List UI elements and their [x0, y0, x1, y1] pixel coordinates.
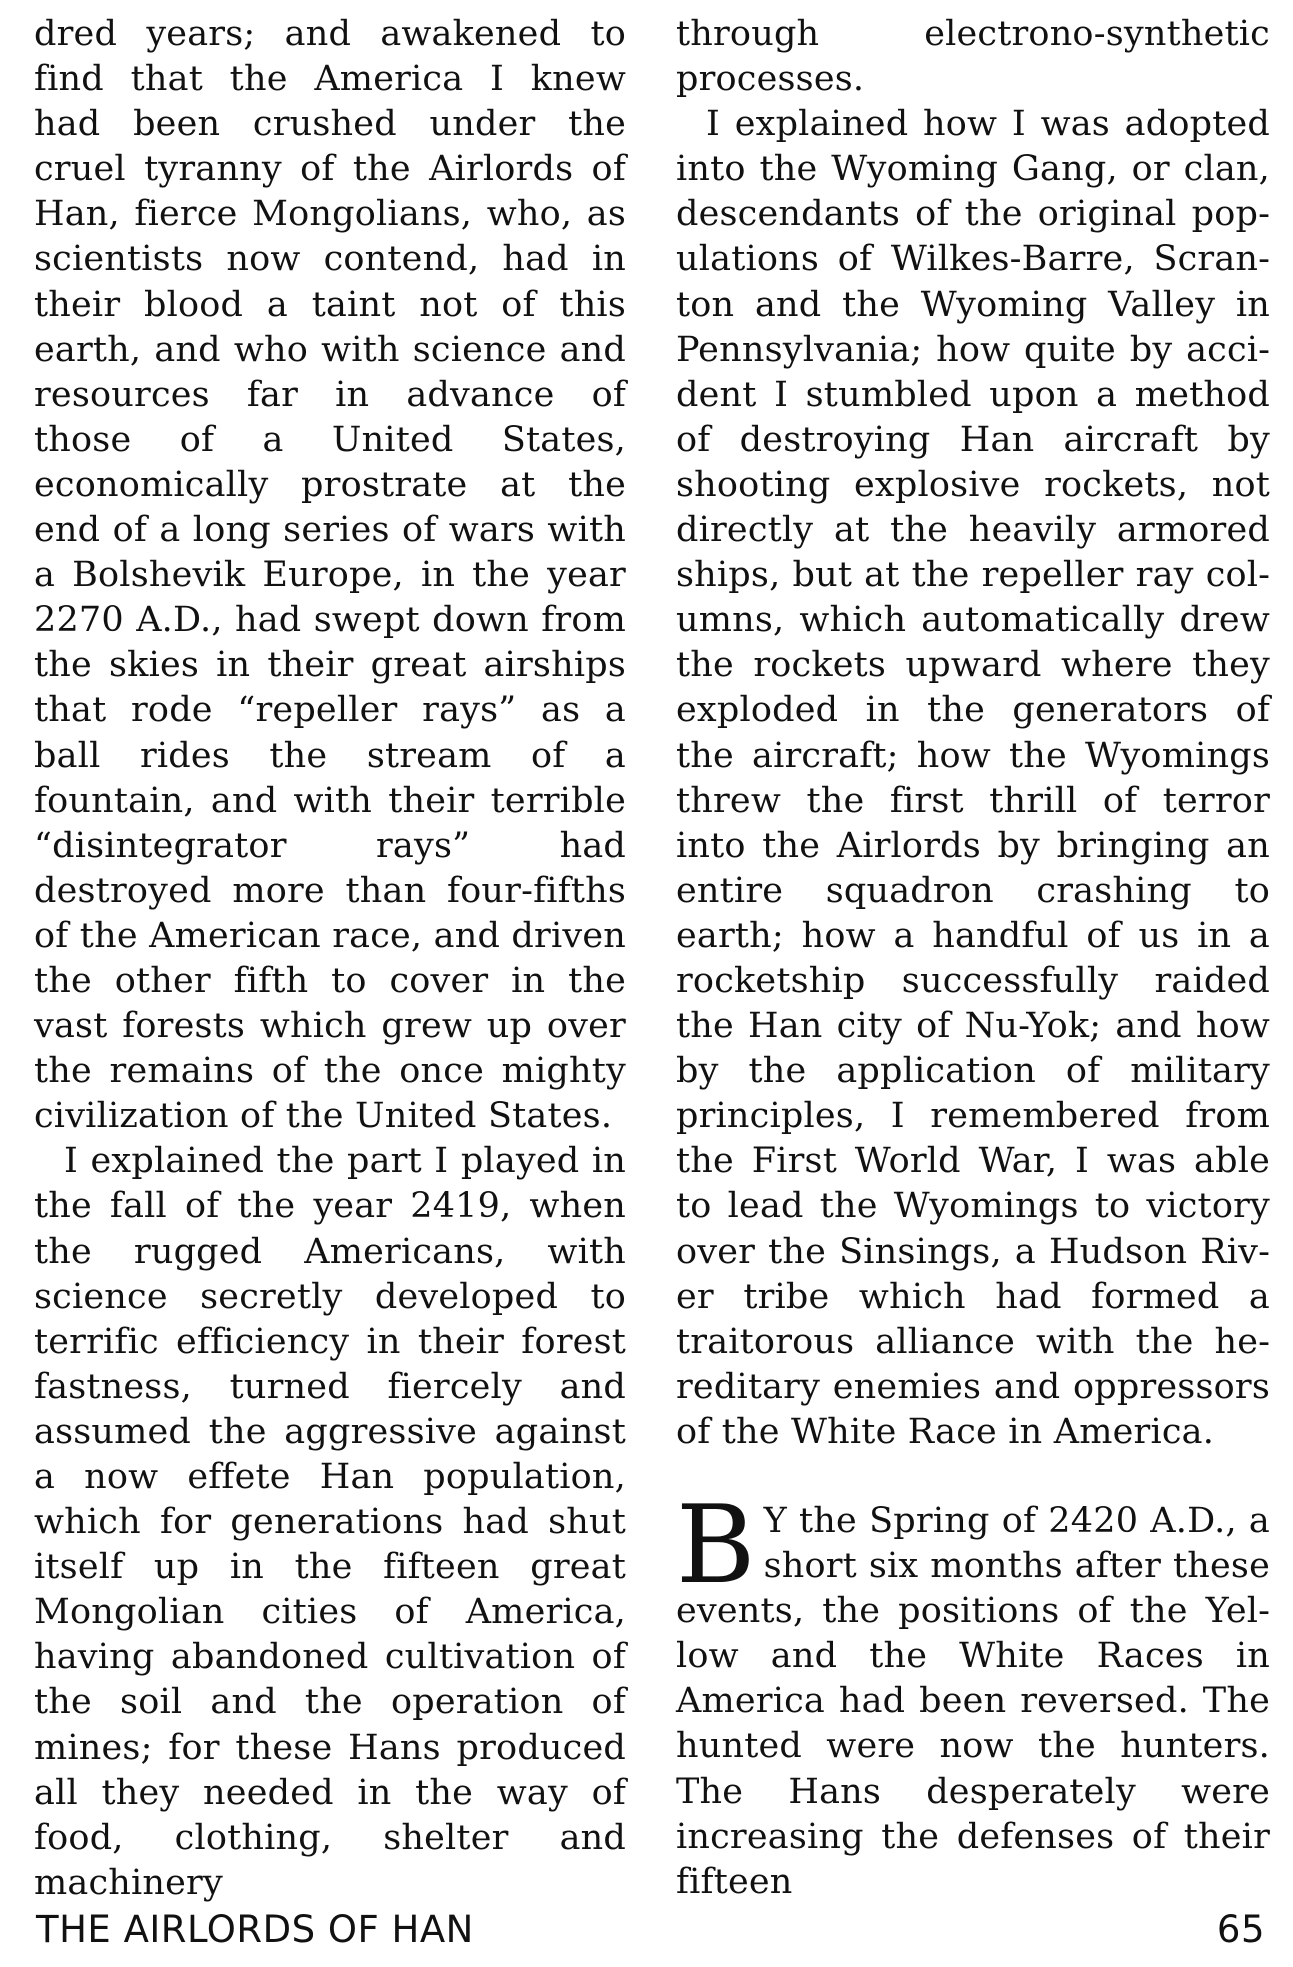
paragraph-spring-2420: [676, 1483, 1270, 1905]
page-footer: [36, 1908, 1265, 1958]
running-title: THE AIRLORDS OF HAN: [36, 1908, 474, 1951]
paragraph-continued: dred years; and awakened to find that the America I knew had been crushed under the cruel tyranny of the Airlords of Han, fierce Mongolians, who, as scientists now contend, had in their blood a taint not of this earth, and who with science and resources far in advance of those of a United States, economically prostrate at the end of a long series of wars with a Bolshevik Europe, in the year 2270 A.D., had swept down from the skies in their great airships that rode “repeller rays” as a ball rides the stream of a fountain, and with their terrible “disintegrator rays” had destroyed more than four-fifths of the American race, and driven the other fifth to cover in the vast forests which grew up over the remains of the once mighty civilization of the United States.: [34, 14, 626, 1137]
paragraph-wyoming-gang: I explained how I was adopted into the Wyoming Gang, or clan, descendants of the original populations of Wilkes-Barre, Scranton and the Wyoming Valley in Pennsylvania; how quite by accident I stumbled upon a method of destroying Han aircraft by shooting explosive rockets, not directly at the heavily armored ships, but at the repeller ray columns, which automatically drew the rockets upward where they exploded in the generators of the aircraft; how the Wyomings threw the first thrill of terror into the Airlords by bringing an entire squadron crashing to earth; how a handful of us in a rocketship successfully raided the Han city of Nu-Yok; and how by the application of military principles, I remembered from the First World War, I was able to lead the Wyomings to victory over the Sinsings, a Hudson River tribe which had formed a traitorous alliance with the hereditary enemies and oppressors of the White Race in America.: [676, 104, 1270, 1452]
page-number: 65: [1216, 1908, 1265, 1951]
left-column: [34, 12, 626, 1906]
right-column: [676, 12, 1270, 1905]
drop-cap: B: [676, 1483, 756, 1608]
paragraph-part-played: I explained the part I played in the fall of the year 2419, when the rugged Americans, with science secretly developed to terrific efficiency in their forest fastness, turned fiercely and assumed the aggressive against a now effete Han population, which for generations had shut itself up in the fifteen great Mongolian cities of America, having abandoned cultivation of the soil and the operation of mines; for these Hans produced all they needed in the way of food, clothing, shelter and machinery: [34, 1141, 626, 1903]
paragraph-continued-right: through electrono-synthetic processes.: [676, 14, 1270, 100]
paragraph-spring-2420-text: Y the Spring of 2420 A.D., a short six months after these events, the positions of the Yellow and the White Races in America had been reversed. The hunted were now the hunters. The Hans desperately were increasing the defenses of their fifteen: [676, 1501, 1270, 1902]
